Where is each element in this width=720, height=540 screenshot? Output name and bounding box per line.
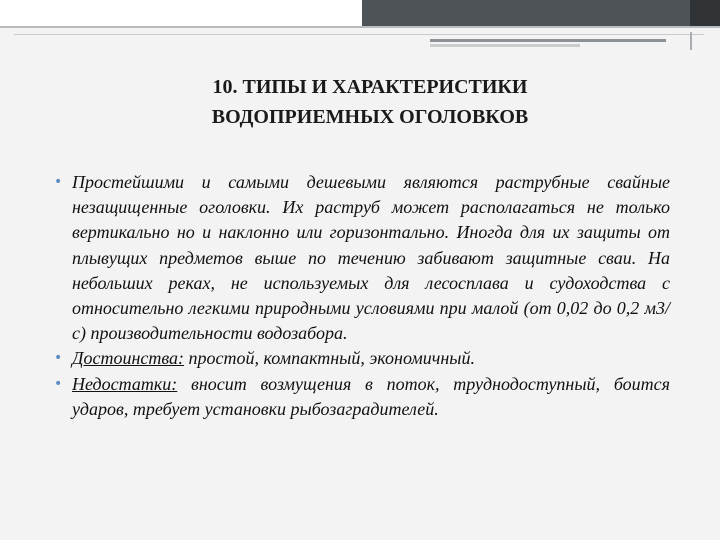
title-line-1: 10. ТИПЫ И ХАРАКТЕРИСТИКИ (212, 76, 528, 98)
decor-line-light (430, 44, 580, 47)
item-body: вносит возмущения в поток, труднодоступный, боится ударов, требует установки рыбозаградителей. (72, 373, 670, 419)
bullet-list (54, 170, 670, 422)
decor-line-dark (430, 39, 666, 42)
header-divider (0, 26, 720, 28)
item-text (72, 372, 670, 422)
decor-line-vertical (690, 32, 692, 50)
item-label-disadvantages: Недостатки: (72, 373, 178, 394)
list-item (54, 170, 670, 346)
header-corner-block (690, 0, 720, 26)
bullet-icon: • (54, 350, 63, 367)
bullet-icon: • (54, 375, 63, 392)
list-item (54, 346, 670, 371)
item-label-advantages: Достоинства: (72, 348, 185, 369)
list-item (54, 372, 670, 422)
slide-title (150, 72, 590, 132)
decor-line-thin (14, 34, 704, 35)
bullet-icon: • (54, 174, 63, 190)
header-dark-bar (362, 0, 720, 26)
title-line-2: ВОДОПРИЕМНЫХ ОГОЛОВКОВ (211, 106, 529, 128)
item-body: простой, компактный, экономичный. (184, 348, 475, 369)
item-text: Простейшими и самыми дешевыми являются раструбные свайные незащищенные оголовки. Их раструб может располагаться не только вертикально но и наклонно или горизонтально. Иногда для их защиты от плывущих предметов выше по течению забивают защитные сваи. На небольших реках, не используемых для лесосплава и судоходства с относительно легкими природными условиями при малой (от 0,02 до 0,2 м3/с) производительности водозабора. (72, 172, 670, 344)
item-text (72, 346, 670, 371)
